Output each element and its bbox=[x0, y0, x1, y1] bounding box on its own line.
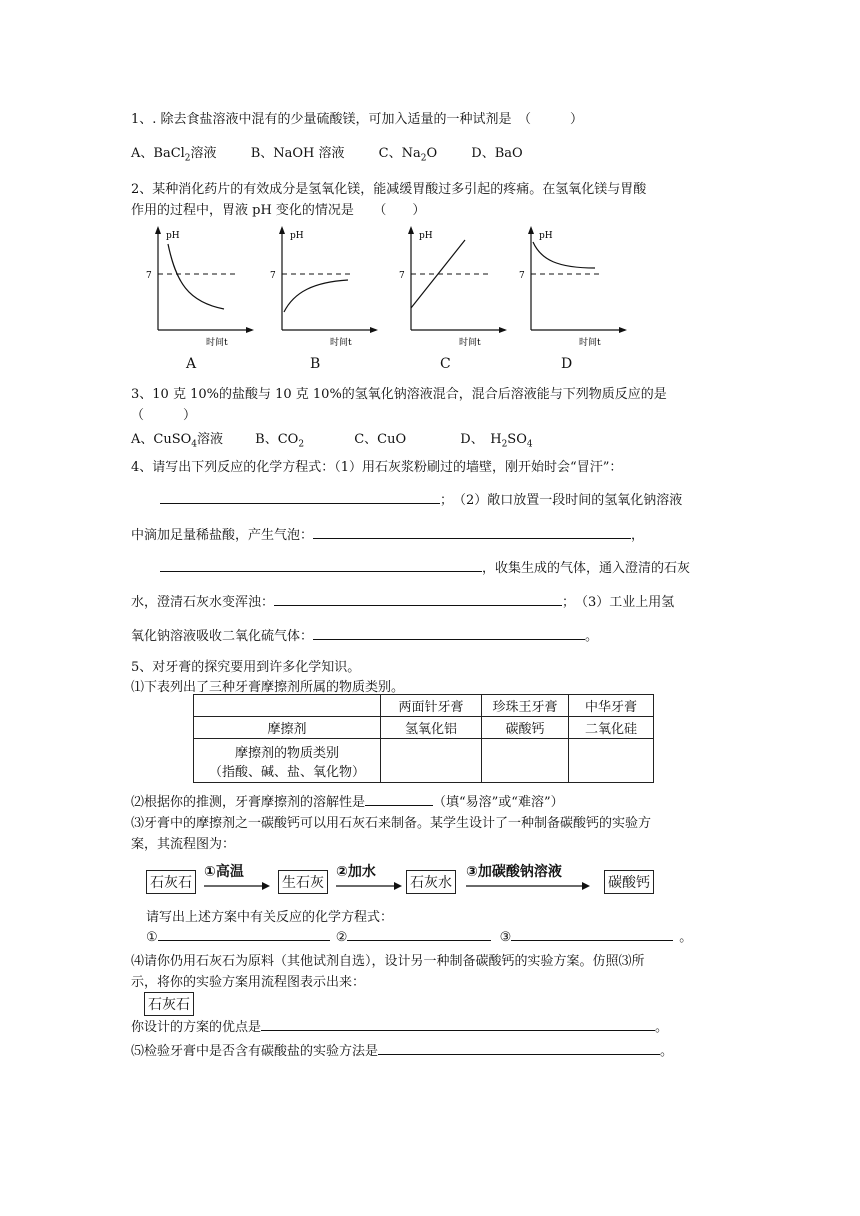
ph-axis-label-c: pH bbox=[419, 231, 433, 241]
q3-options bbox=[131, 428, 533, 450]
q4-line4: ，收集生成的气体，通入澄清的石灰 bbox=[160, 557, 690, 576]
answer-blank-3[interactable] bbox=[160, 557, 482, 572]
ph-chart-c bbox=[393, 222, 513, 352]
q3-option-c: C、CuO bbox=[354, 432, 407, 447]
chart-letter-c: C bbox=[440, 356, 451, 372]
equation-blanks: ① ② ③ 。 bbox=[146, 926, 692, 945]
table-cell-calcium-carbonate: 碳酸钙 bbox=[482, 717, 569, 739]
q3-option-b: B、$CO_2$ bbox=[255, 432, 305, 450]
ph-chart-a bbox=[140, 222, 260, 352]
table-answer-cell-1[interactable] bbox=[381, 739, 482, 783]
table-cell-silicon-dioxide: 二氧化硅 bbox=[569, 717, 654, 739]
q4-line5: 水，澄清石灰水变浑浊： ； （3）工业上用氢 bbox=[131, 591, 674, 610]
table-header-zhenzhuwang: 珍珠王牙膏 bbox=[482, 695, 569, 717]
table-header-zhonghua: 中华牙膏 bbox=[569, 695, 654, 717]
p4-box-limestone: 石灰石 bbox=[144, 992, 194, 1016]
table-row-label-abrasive: 摩擦剂 bbox=[194, 717, 381, 739]
equation-blank-1[interactable] bbox=[158, 926, 330, 941]
answer-blank-5[interactable] bbox=[313, 625, 585, 640]
q5-p3-ask: 请写出上述方案中有关反应的化学方程式： bbox=[146, 910, 394, 925]
answer-blank-2[interactable] bbox=[313, 524, 631, 539]
chart-letter-b: B bbox=[310, 356, 321, 372]
time-axis-label-a: 时间t bbox=[206, 338, 228, 348]
table-cell-aluminium-hydroxide: 氢氧化铝 bbox=[381, 717, 482, 739]
answer-blank-1[interactable] bbox=[160, 489, 440, 504]
q4-line3: 中滴加足量稀盐酸，产生气泡： ， bbox=[131, 524, 644, 543]
ref-label-d: 7 bbox=[519, 271, 525, 281]
time-axis-label-c: 时间t bbox=[459, 338, 481, 348]
q5-p3-line2: 案，其流程图为： bbox=[131, 837, 236, 852]
q5-p4-advantage: 你设计的方案的优点是 。 bbox=[131, 1016, 668, 1035]
table-header-liangmianzhen: 两面针牙膏 bbox=[381, 695, 482, 717]
flow-arrow-3: ③加碳酸钠溶液 bbox=[466, 861, 590, 891]
carbonate-test-blank[interactable] bbox=[378, 1040, 660, 1055]
q3-option-a: A、CuSO$_4$溶液 bbox=[131, 432, 224, 450]
flow-box-limestone: 石灰石 bbox=[146, 870, 196, 894]
q5-p1: ⑴下表列出了三种牙膏摩擦剂所属的物质类别。 bbox=[131, 680, 405, 695]
q1-stem: 1、. 除去食盐溶液中混有的少量硫酸镁，可加入适量的一种试剂是 （ ） bbox=[131, 112, 584, 127]
flow-box-quicklime: 生石灰 bbox=[278, 870, 328, 894]
q1-option-d: D、BaO bbox=[471, 146, 523, 161]
ph-chart-d bbox=[513, 222, 633, 352]
q5-p4-line2: 示，将你的实验方案用流程图表示出来： bbox=[131, 975, 366, 990]
chart-letter-d: D bbox=[561, 356, 573, 372]
ph-axis-label-d: pH bbox=[539, 231, 553, 241]
q5-p5: ⑸检验牙膏中是否含有碳酸盐的实验方法是 。 bbox=[131, 1040, 673, 1059]
q2-stem-line1: 2、某种消化药片的有效成分是氢氧化镁，能减缓胃酸过多引起的疼痛。在氢氧化镁与胃酸 bbox=[131, 182, 647, 197]
q1-option-c: C、$Na_2O$ bbox=[378, 146, 438, 164]
q4-line6: 氧化钠溶液吸收二氧化硫气体： 。 bbox=[131, 625, 598, 644]
q1-options bbox=[131, 142, 523, 164]
q3-stem-line2: （ ） bbox=[131, 408, 197, 423]
flow-box-limewater: 石灰水 bbox=[406, 870, 456, 894]
q3-option-d: D、 $H_2SO_4$ bbox=[460, 432, 533, 450]
q2-stem-line2: 作用的过程中，胃液 pH 变化的情况是 （ ） bbox=[131, 203, 426, 218]
equation-blank-3[interactable] bbox=[511, 926, 673, 941]
ref-label-b: 7 bbox=[270, 271, 276, 281]
q5-p3-line1: ⑶牙膏中的摩擦剂之一碳酸钙可以用石灰石来制备。某学生设计了一种制备碳酸钙的实验方 bbox=[131, 816, 652, 831]
ph-axis-label-a: pH bbox=[166, 231, 180, 241]
q4-line1: 4、请写出下列反应的化学方程式：（1）用石灰浆粉刷过的墙壁，刚开始时会“冒汗”： bbox=[131, 460, 623, 475]
q1-option-b: B、NaOH 溶液 bbox=[250, 146, 345, 161]
flow-arrow-2: ②加水 bbox=[336, 861, 402, 891]
answer-blank-4[interactable] bbox=[274, 591, 562, 606]
q4-line2: ； （2）敞口放置一段时间的氢氧化钠溶液 bbox=[160, 489, 682, 508]
flow-arrow-1: ①高温 bbox=[204, 861, 270, 891]
chart-letter-a: A bbox=[186, 356, 197, 372]
q5-p2: ⑵根据你的推测，牙膏摩擦剂的溶解性是 （填“易溶”或“难溶”） bbox=[131, 791, 564, 810]
time-axis-label-b: 时间t bbox=[330, 338, 352, 348]
table-header-empty bbox=[194, 695, 381, 717]
ph-axis-label-b: pH bbox=[290, 231, 304, 241]
table-answer-cell-2[interactable] bbox=[482, 739, 569, 783]
abrasive-table bbox=[193, 694, 654, 783]
ref-label-c: 7 bbox=[399, 271, 405, 281]
solubility-blank[interactable] bbox=[365, 791, 433, 806]
flow-box-calcium-carbonate: 碳酸钙 bbox=[604, 870, 654, 894]
q1-option-a: A、BaCl$_2$溶液 bbox=[131, 146, 217, 164]
table-answer-cell-3[interactable] bbox=[569, 739, 654, 783]
advantage-blank[interactable] bbox=[261, 1016, 655, 1031]
time-axis-label-d: 时间t bbox=[579, 338, 601, 348]
q3-stem-line1: 3、10 克 10%的盐酸与 10 克 10%的氢氧化钠溶液混合，混合后溶液能与下列物质反应的是 bbox=[131, 387, 667, 402]
ref-label-a: 7 bbox=[146, 271, 152, 281]
ph-chart-b bbox=[264, 222, 384, 352]
table-row-label-category: 摩擦剂的物质类别 （指酸、碱、盐、氧化物） bbox=[194, 739, 381, 783]
q5-p4-line1: ⑷请你仍用石灰石为原料（其他试剂自选），设计另一种制备碳酸钙的实验方案。仿照⑶所 bbox=[131, 954, 645, 969]
q5-title: 5、对牙膏的探究要用到许多化学知识。 bbox=[131, 660, 361, 675]
equation-blank-2[interactable] bbox=[347, 926, 491, 941]
